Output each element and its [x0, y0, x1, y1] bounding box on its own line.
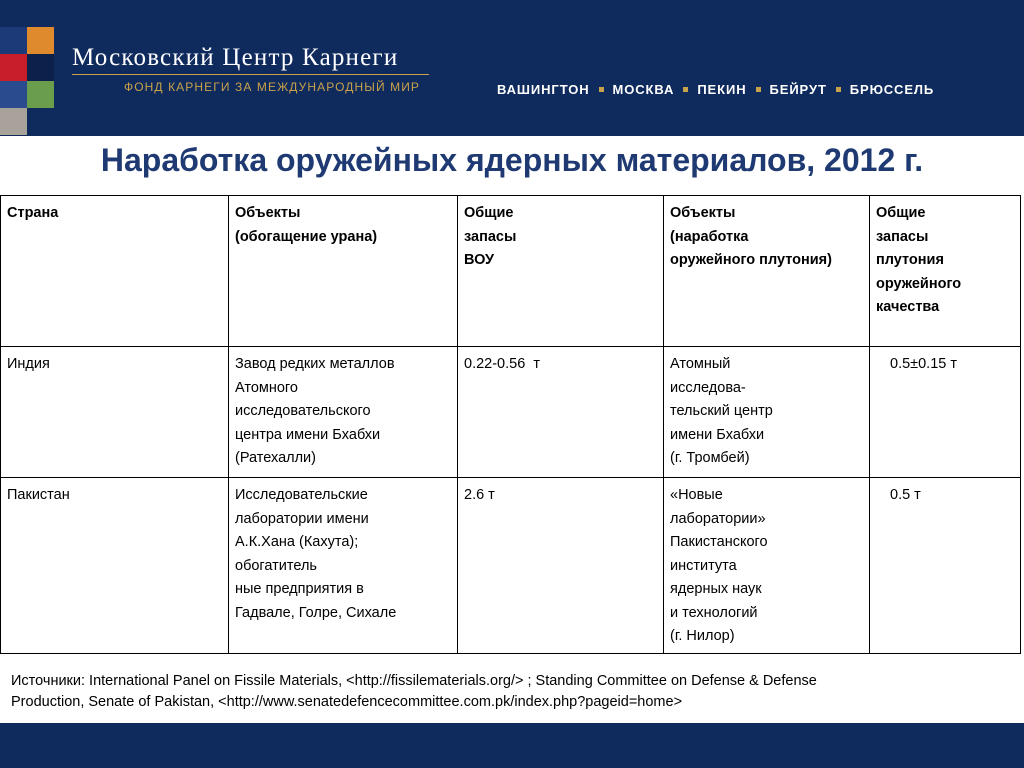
cell-line: исследовательского — [235, 403, 371, 419]
cell-plutonium-stock — [870, 347, 1021, 478]
logo-square-blue — [0, 81, 27, 108]
cell-line: (г. Тромбей) — [670, 450, 750, 466]
logo-square-green — [27, 81, 54, 108]
cell-line: (г. Нилор) — [670, 628, 735, 644]
city-separator — [836, 87, 841, 92]
header-line: оружейного плутония) — [670, 252, 832, 268]
logo-square-red — [0, 54, 27, 81]
cell-line: обогатитель — [235, 557, 317, 574]
city-separator — [756, 87, 761, 92]
table-header-row — [1, 196, 1021, 347]
cell-line: исследова- — [670, 379, 746, 396]
header-line: Страна — [7, 205, 59, 221]
city-beijing: ПЕКИН — [697, 82, 747, 97]
header-line: (наработка — [670, 228, 749, 245]
footer-bar — [0, 723, 1024, 768]
header-cell-plutonium-stock — [870, 196, 1021, 347]
cell-plutonium-facilities — [664, 478, 870, 654]
header-line: (обогащение урана) — [235, 228, 378, 245]
logo-square-dark — [27, 54, 54, 81]
cell-line: Индия — [7, 356, 50, 372]
cell-line: имени Бхабхи — [670, 426, 765, 443]
cell-line: «Новые — [670, 487, 723, 503]
cell-plutonium-stock — [870, 478, 1021, 654]
cell-line: Гадвале, Голре, Сихале — [235, 604, 397, 621]
header-line: Общие — [876, 205, 926, 221]
city-separator — [599, 87, 604, 92]
header-line: качества — [876, 299, 940, 315]
city-beirut: БЕЙРУТ — [769, 82, 827, 97]
cell-country — [1, 478, 229, 654]
header-banner — [0, 0, 1024, 136]
cell-line: Атомного — [235, 379, 298, 396]
cell-line: (Ратехалли) — [235, 450, 316, 466]
cell-line: ные предприятия в — [235, 581, 364, 597]
cell-line: 2.6 т — [464, 487, 495, 503]
city-separator — [683, 87, 688, 92]
cell-line: Пакистан — [7, 487, 70, 503]
header-line: плутония — [876, 252, 944, 268]
table-row-india — [1, 347, 1021, 478]
logo-square-orange — [27, 27, 54, 54]
cell-line: Атомный — [670, 356, 731, 372]
header-divider — [0, 136, 1024, 139]
city-list — [497, 82, 934, 97]
cell-line: лаборатории» — [670, 510, 766, 527]
city-washington: ВАШИНГТОН — [497, 82, 590, 97]
header-cell-plutonium-facilities — [664, 196, 870, 347]
header-line: оружейного — [876, 275, 962, 292]
cell-line: 0.5±0.15 т — [890, 356, 958, 372]
header-line: запасы — [464, 228, 517, 245]
city-brussels: БРЮССЕЛЬ — [849, 82, 935, 97]
cell-line: Исследовательские — [235, 487, 368, 503]
sources-note — [11, 671, 1011, 713]
header-line: запасы — [876, 228, 929, 245]
logo-divider — [72, 74, 429, 75]
logo-square-gray — [0, 108, 27, 135]
header-line: Объекты — [670, 205, 736, 221]
cell-line: института — [670, 557, 737, 574]
header-line: ВОУ — [464, 252, 495, 268]
header-line: Общие — [464, 205, 514, 221]
cell-country — [1, 347, 229, 478]
table-row-pakistan — [1, 478, 1021, 654]
cell-heu-stock — [458, 347, 664, 478]
materials-table — [0, 195, 1021, 654]
cell-line: и технологий — [670, 604, 758, 621]
cell-line: центра имени Бхабхи — [235, 426, 381, 443]
cell-line: 0.22-0.56 т — [464, 356, 540, 372]
page-title: Наработка оружейных ядерных материалов, 2012 г. — [100, 142, 924, 178]
cell-line: Завод редких металлов — [235, 356, 395, 372]
cell-enrichment-facilities — [229, 478, 458, 654]
cell-line: А.К.Хана (Кахута); — [235, 534, 359, 550]
cell-enrichment-facilities — [229, 347, 458, 478]
header-cell-country — [1, 196, 229, 347]
cell-line: 0.5 т — [890, 487, 921, 503]
org-name: Московский Центр Карнеги — [72, 44, 399, 71]
cell-line: ядерных наук — [670, 581, 762, 597]
cell-line: Пакистанского — [670, 534, 768, 550]
header-cell-heu-stock — [458, 196, 664, 347]
header-line: Объекты — [235, 205, 301, 221]
header-cell-enrichment-facilities — [229, 196, 458, 347]
cell-plutonium-facilities — [664, 347, 870, 478]
logo-square-navy — [0, 27, 27, 54]
sources-line: Production, Senate of Pakistan, <http://www.senatedefencecommittee.com.pk/index.php?pageid=home> — [11, 694, 683, 710]
cell-line: тельский центр — [670, 403, 773, 419]
cell-line: лаборатории имени — [235, 510, 369, 527]
city-moscow: МОСКВА — [612, 82, 675, 97]
org-subtitle: ФОНД КАРНЕГИ ЗА МЕЖДУНАРОДНЫЙ МИР — [124, 80, 421, 94]
cell-heu-stock — [458, 478, 664, 654]
sources-line: Источники: International Panel on Fissile Materials, <http://fissilematerials.org/> ; Standing Committee on Defense & Defense — [11, 673, 817, 689]
